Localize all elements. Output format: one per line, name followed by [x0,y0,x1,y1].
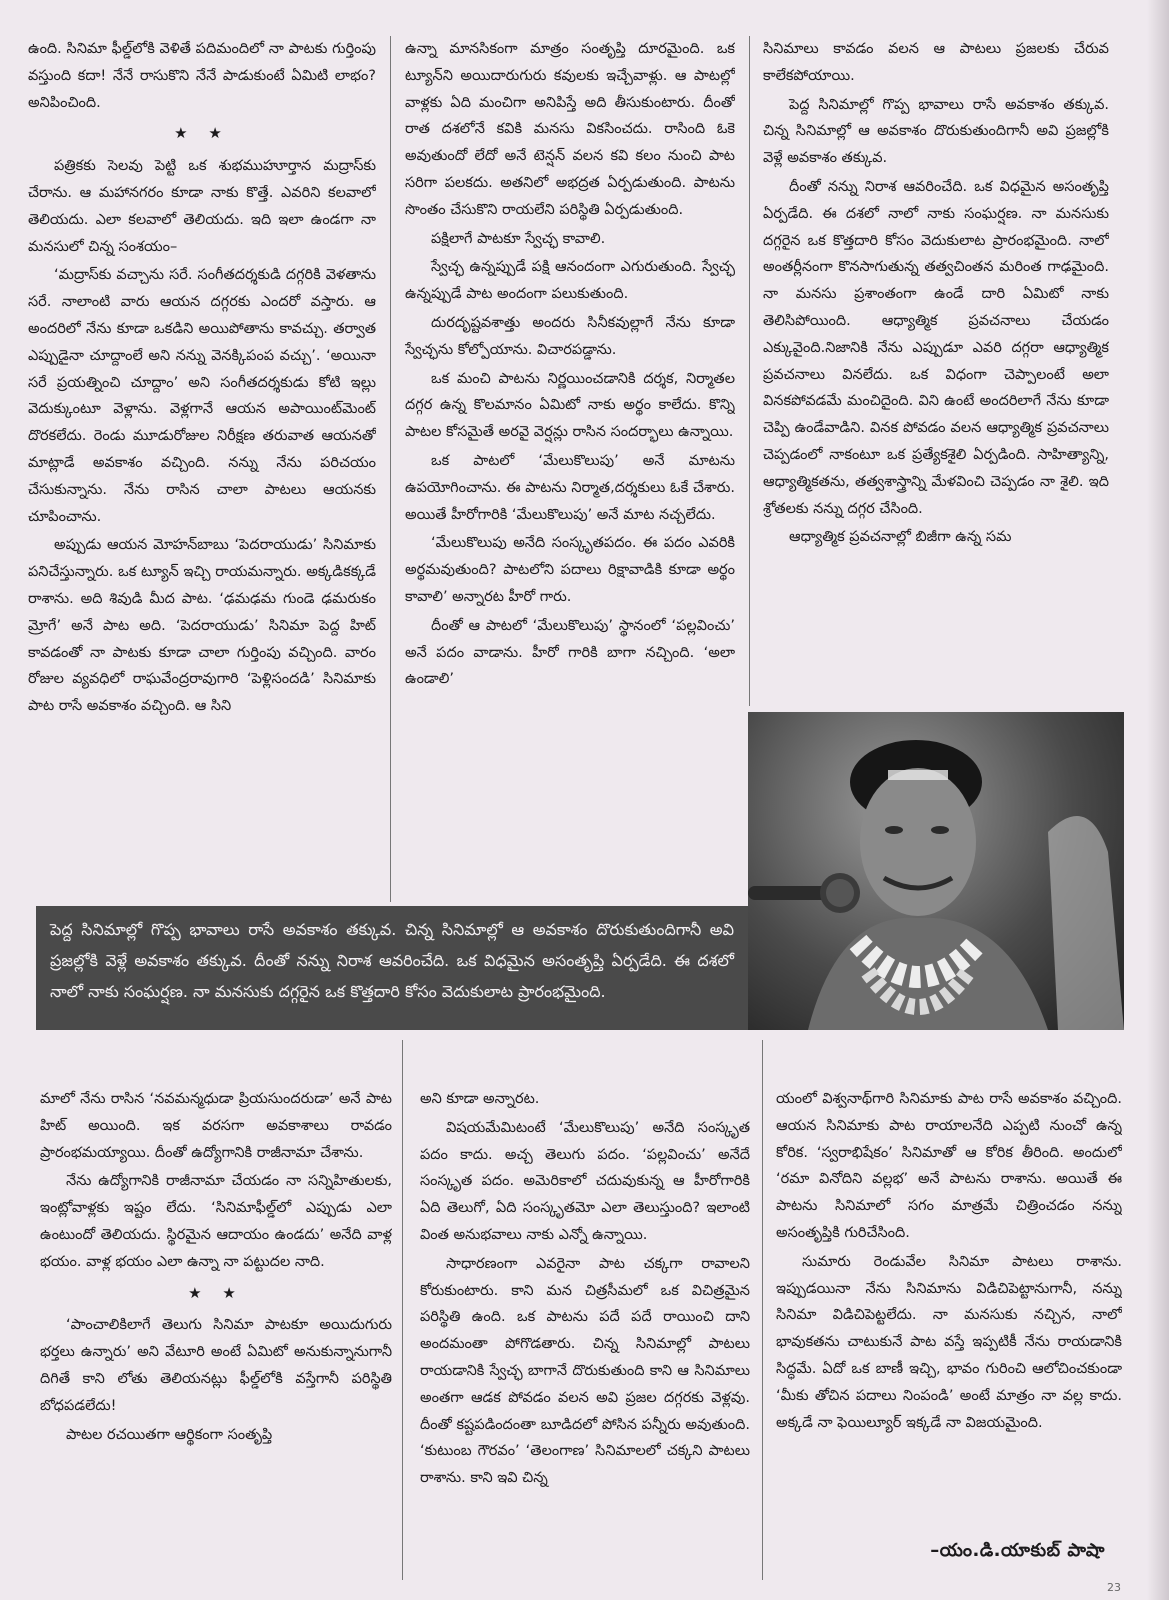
article-column-6 [776,1086,1122,1576]
paragraph: పెద్ద సినిమాల్లో గొప్ప భావాలు రాసే అవకాశం తక్కువ. చిన్న సినిమాల్లో ఆ అవకాశం దొరుకుతుందిగానీ అవి ప్రజల్లోకి వెళ్లే అవకాశం తక్కువ. [763,96,1109,167]
page-number: 23 [1107,1581,1121,1594]
column-divider [762,1040,763,1580]
paragraph: విషయమేమిటంటే ‘మేలుకొలుపు’ అనేది సంస్కృత పదం కాదు. అచ్చ తెలుగు పదం. ‘పల్లవించు’ అనేదే సంస్కృత పదం. అమెరికాలో చదువుకున్న ఆ హీరోగారికి ఏది తెలుగో, ఏది సంస్కృతమో ఎలా తెలుస్తుంది? ఇలాంటి వింత అనుభవాలు నాకు ఎన్నో ఉన్నాయి. [420,1119,750,1243]
paragraph: ఒక పాటలో ‘మేలుకొలుపు’ అనే మాటను ఉపయోగించాను. ఈ పాటను నిర్మాత,దర్శకులు ఓకే చేశారు. అయితే హీరోగారికి ‘మేలుకొలుపు’ అనే మాట నచ్చలేదు. [405,452,735,523]
article-column-5 [420,1086,750,1576]
paragraph: దీంతో ఆ పాటలో ‘మేలుకొలుపు’ స్థానంలో ‘పల్లవించు’ అనే పదం వాడాను. హీరో గారికి బాగా నచ్చింది. ‘అలా ఉండాలి’ [405,617,735,688]
column-divider [390,36,391,902]
column-divider [402,1040,403,1580]
paragraph: ఉంది. సినిమా ఫీల్డ్‌లోకి వెళితే పదిమందిలో నా పాటకు గుర్తింపు వస్తుంది కదా! నేనే రాసుకొని నేనే పాడుకుంటే ఏమిటి లాభం? అనిపించింది. [28,41,376,111]
author-byline: –యం.డి.యాకుబ్ పాషా [930,1540,1105,1561]
paragraph: పాటల రచయితగా ఆర్థికంగా సంతృప్తి [66,1426,273,1443]
article-column-1 [28,36,376,896]
article-column-2 [405,36,735,896]
paragraph: ‘మేలుకొలుపు అనేది సంస్కృతపదం. ఈ పదం ఎవరికి అర్థమవుతుంది? పాటలోని పదాలు రిక్షావాడికి కూడా అర్థం కావాలి’ అన్నారట హీరో గారు. [405,535,735,605]
paragraph: సాధారణంగా ఎవరైనా పాట చక్కగా రావాలని కోరుకుంటారు. కాని మన చిత్రసీమలో ఒక విచిత్రమైన పరిస్థితి ఉంది. ఒక పాటను పదే పదే రాయించి దాని అందమంతా పోగొడతారు. చిన్న సినిమాల్లో పాటలు రాయడానికి స్వేచ్ఛ బాగానే దొరుకుతుంది కాని ఆ సినిమాలు అంతగా ఆడక పోవడం వలన అవి ప్రజల దగ్గరకు వెళ్లవు. దీంతో కష్టపడిందంతా బూడిదలో పోసిన పన్నీరు అవుతుంది. ‘కుటుంబ గౌరవం’ ‘తెలంగాణ’ సినిమాలలో చక్కని పాటలు రాశాను. కాని ఇవి చిన్న [420,1255,750,1487]
paragraph: నేను ఉద్యోగానికి రాజీనామా చేయడం నా సన్నిహితులకు, ఇంట్లోవాళ్లకు ఇష్టం లేదు. ‘సినిమాఫీల్డ్‌లో ఎప్పుడు ఎలా ఉంటుందో తెలియదు. స్థిరమైన ఆదాయం ఉండదు’ అనేది వాళ్ల భయం. వాళ్ల భయం ఎలా ఉన్నా నా పట్టుదల నాది. [40,1173,392,1270]
article-column-4 [40,1086,392,1576]
paragraph: మాలో నేను రాసిన ‘నవమన్మధుడా ప్రియసుందరుడా’ అనే పాట హిట్ అయింది. ఇక వరసగా అవకాశాలు రావడం ప్రారంభమయ్యాయి. దీంతో ఉద్యోగానికి రాజీనామా చేశాను. [40,1091,392,1161]
paragraph: సినిమాలు కావడం వలన ఆ పాటలు ప్రజలకు చేరువ కాలేకపోయాయి. [763,41,1109,84]
paragraph: ‘మద్రాస్‌కు వచ్చాను సరే. సంగీతదర్శకుడి దగ్గరికి వెళతాను సరే. నాలాంటి వారు ఆయన దగ్గరకు ఎందరో వస్తారు. ఆ అందరిలో నేను కూడా ఒకడిని అయిపోతాను కావచ్చు. తర్వాత ఎప్పుడైనా చూద్దాంలే అని నన్ను వెనక్కిపంప వచ్చు’. ‘అయినా సరే ప్రయత్నించి చూద్దాం’ అని సంగీతదర్శకుడు కోటి ఇల్లు వెదుక్కుంటూ వెళ్లాను. వెళ్లగానే ఆయన అపాయింట్‌మెంట్ దొరకలేదు. రెండు మూడురోజుల నిరీక్షణ తరువాత ఆయనతో మాట్లాడే అవకాశం వచ్చింది. నన్ను నేను పరిచయం చేసుకున్నాను. నేను రాసిన చాలా పాటలు ఆయనకు చూపించాను. [28,267,376,525]
article-column-3 [763,36,1109,716]
paragraph: స్వేచ్ఛ ఉన్నప్పుడే పక్షి ఆనందంగా ఎగురుతుంది. స్వేచ్ఛ ఉన్నప్పుడే పాట అందంగా పలుకుతుంది. [405,259,735,303]
pull-quote-box: పెద్ద సినిమాల్లో గొప్ప భావాలు రాసే అవకాశం తక్కువ. చిన్న సినిమాల్లో ఆ అవకాశం దొరుకుతుందిగానీ అవి ప్రజల్లోకి వెళ్లే అవకాశం తక్కువ. దీంతో నన్ను నిరాశ ఆవరించేది. ఒక విధమైన అసంతృప్తి ఏర్పడేది. ఈ దశలో నాలో నాకు సంఘర్షణ. నా మనసుకు దగ్గరైన ఒక కొత్తదారి కోసం వెదుకులాట ప్రారంభమైంది. [36,906,748,1030]
paragraph: అని కూడా అన్నారట. [420,1091,540,1107]
paragraph: పక్షిలాగే పాటకూ స్వేచ్ఛ కావాలి. [431,230,606,247]
paragraph: అప్పుడు ఆయన మోహన్‌బాబు ‘పెదరాయుడు’ సినిమాకు పనిచేస్తున్నారు. ఒక ట్యూన్ ఇచ్చి రాయమన్నారు. అక్కడికక్కడే రాశాను. అది శివుడి మీద పాట. ‘ఢమఢమ గుండె ఢమరుకం మ్రోగే’ అనే పాట అది. ‘పెదరాయుడు’ సినిమా పెద్ద హిట్ కావడంతో నా పాటకు కూడా చాలా గుర్తింపు వచ్చింది. వారం రోజుల వ్యవధిలో రాఘవేంద్రరావుగారి ‘పెళ్లిసందడి’ సినిమాకు పాట రాసే అవకాశం వచ్చింది. ఆ సిని [28,537,376,715]
page-edge-shadow [1147,0,1169,1600]
speaker-photo-illustration [748,712,1124,1030]
paragraph: ఉన్నా మానసికంగా మాత్రం సంతృప్తి దూరమైంది. ఒక ట్యూన్‌ని అయిదారుగురు కవులకు ఇచ్చేవాళ్లు. ఆ పాటల్లో వాళ్లకు ఏది మంచిగా అనిపిస్తే అది తీసుకుంటారు. దీంతో రాత దశలోనే కవికి మనసు వికసించదు. రాసింది ఓకె అవుతుందో లేదో అనే టెన్షన్ వలన కవి కలం నుంచి పాట సరిగా పలకదు. అతనిలో అభద్రత ఏర్పడుతుంది. పాటను సొంతం చేసుకొని రాయలేని పరిస్థితి ఏర్పడుతుంది. [405,41,735,218]
paragraph: యంలో విశ్వనాథ్‌గారి సినిమాకు పాట రాసే అవకాశం వచ్చింది. ఆయన సినిమాకు పాట రాయాలనేది ఎప్పటి నుంచో ఉన్న కోరిక. ‘స్వరాభిషేకం’ సినిమాతో ఆ కోరిక తీరింది. అందులో ‘రమా వినోదిని వల్లభ’ అనే పాటను రాశాను. అయితే ఈ పాటను సినిమాలో సగం మాత్రమే చిత్రించడం నన్ను అసంతృప్తికి గురిచేసింది. [776,1091,1122,1241]
paragraph: పత్రికకు సెలవు పెట్టి ఒక శుభముహూర్తాన మద్రాస్‌కు చేరాను. ఆ మహానగరం కూడా నాకు కొత్తే. ఎవరిని కలవాలో తెలియదు. ఎలా కలవాలో తెలియదు. ఇది ఇలా ఉండగా నా మనసులో చిన్న సంశయం– [28,158,376,255]
section-break-stars: ★ ★ [174,124,230,143]
paragraph: సుమారు రెండువేల సినిమా పాటలు రాశాను. ఇప్పుడయినా నేను సినిమాను విడిచిపెట్టానుగానీ, నన్ను సినిమా విడిచిపెట్టలేదు. నా మనసుకు నచ్చిన, నాలో భావుకతను చాటుకునే పాట వస్తే ఇప్పటికీ నేను రాయడానికి సిద్ధమే. ఏదో ఒక బాణీ ఇచ్చి, భావం గురించి ఆలోచించకుండా ‘మీకు తోచిన పదాలు నింపండి’ అంటే మాత్రం నా వల్ల కాదు. అక్కడే నా ఫెయిల్యూర్ ఇక్కడే నా విజయమైంది. [776,1253,1122,1431]
column-divider [749,36,750,706]
speaker-photo [748,712,1124,1030]
paragraph: దీంతో నన్ను నిరాశ ఆవరించేది. ఒక విధమైన అసంతృప్తి ఏర్పడేది. ఈ దశలో నాలో నాకు సంఘర్షణ. నా మనసుకు దగ్గరైన ఒక కొత్తదారి కోసం వెదుకులాట ప్రారంభమైంది. నాలో అంతర్లీనంగా కొనసాగుతున్న తత్వచింతన మరింత గాఢమైంది. నా మనసు ప్రశాంతంగా ఉండే దారి ఏమిటో నాకు తెలిసిపోయింది. ఆధ్యాత్మిక ప్రవచనాలు చేయడం ఎక్కువైంది.నిజానికి నేను ఎప్పుడూ ఎవరి దగ్గరా ఆధ్యాత్మిక ప్రవచనాలు వినలేదు. ఒక విధంగా చెప్పాలంటే అలా వినకపోవడమే మంచిదైంది. విని ఉంటే అందరిలాగే నేను కూడా చెప్పి ఉండేవాడిని. వినక పోవడం వలన ఆధ్యాత్మిక ప్రవచనాలు చెప్పడంలో నాకంటూ ఒక ప్రత్యేకశైలి ఏర్పడింది. సాహిత్యాన్ని, ఆధ్యాత్మికతను, తత్వశాస్త్రాన్ని మేళవించి చెప్పడం నా శైలి. ఇది శ్రోతలకు నన్ను దగ్గర చేసింది. [763,178,1109,517]
section-break-stars: ★ ★ [188,1283,244,1302]
paragraph: ఆధ్యాత్మిక ప్రవచనాల్లో బిజీగా ఉన్న సమ [789,529,1012,546]
paragraph: ఒక మంచి పాటను నిర్ణయించడానికి దర్శక, నిర్మాతల దగ్గర ఉన్న కొలమానం ఏమిటో నాకు అర్థం కాలేదు. కొన్ని పాటల కోసమైతే అరవై వెర్షన్లు రాసిన సందర్భాలు ఉన్నాయి. [405,370,735,441]
paragraph: ‘పాంచాలికిలాగే తెలుగు సినిమా పాటకూ అయిదుగురు భర్తలు ఉన్నారు’ అని వేటూరి అంటే ఏమిటో అనుకున్నానుగానీ దిగితే కాని లోతు తెలియనట్లు ఫీల్డ్‌లోకి వస్తేగానీ పరిస్థితి బోధపడలేదు! [40,1317,392,1414]
paragraph: దురదృష్టవశాత్తు అందరు సినీకవుల్లాగే నేను కూడా స్వేచ్ఛను కోల్పోయాను. విచారపడ్డాను. [405,314,735,358]
